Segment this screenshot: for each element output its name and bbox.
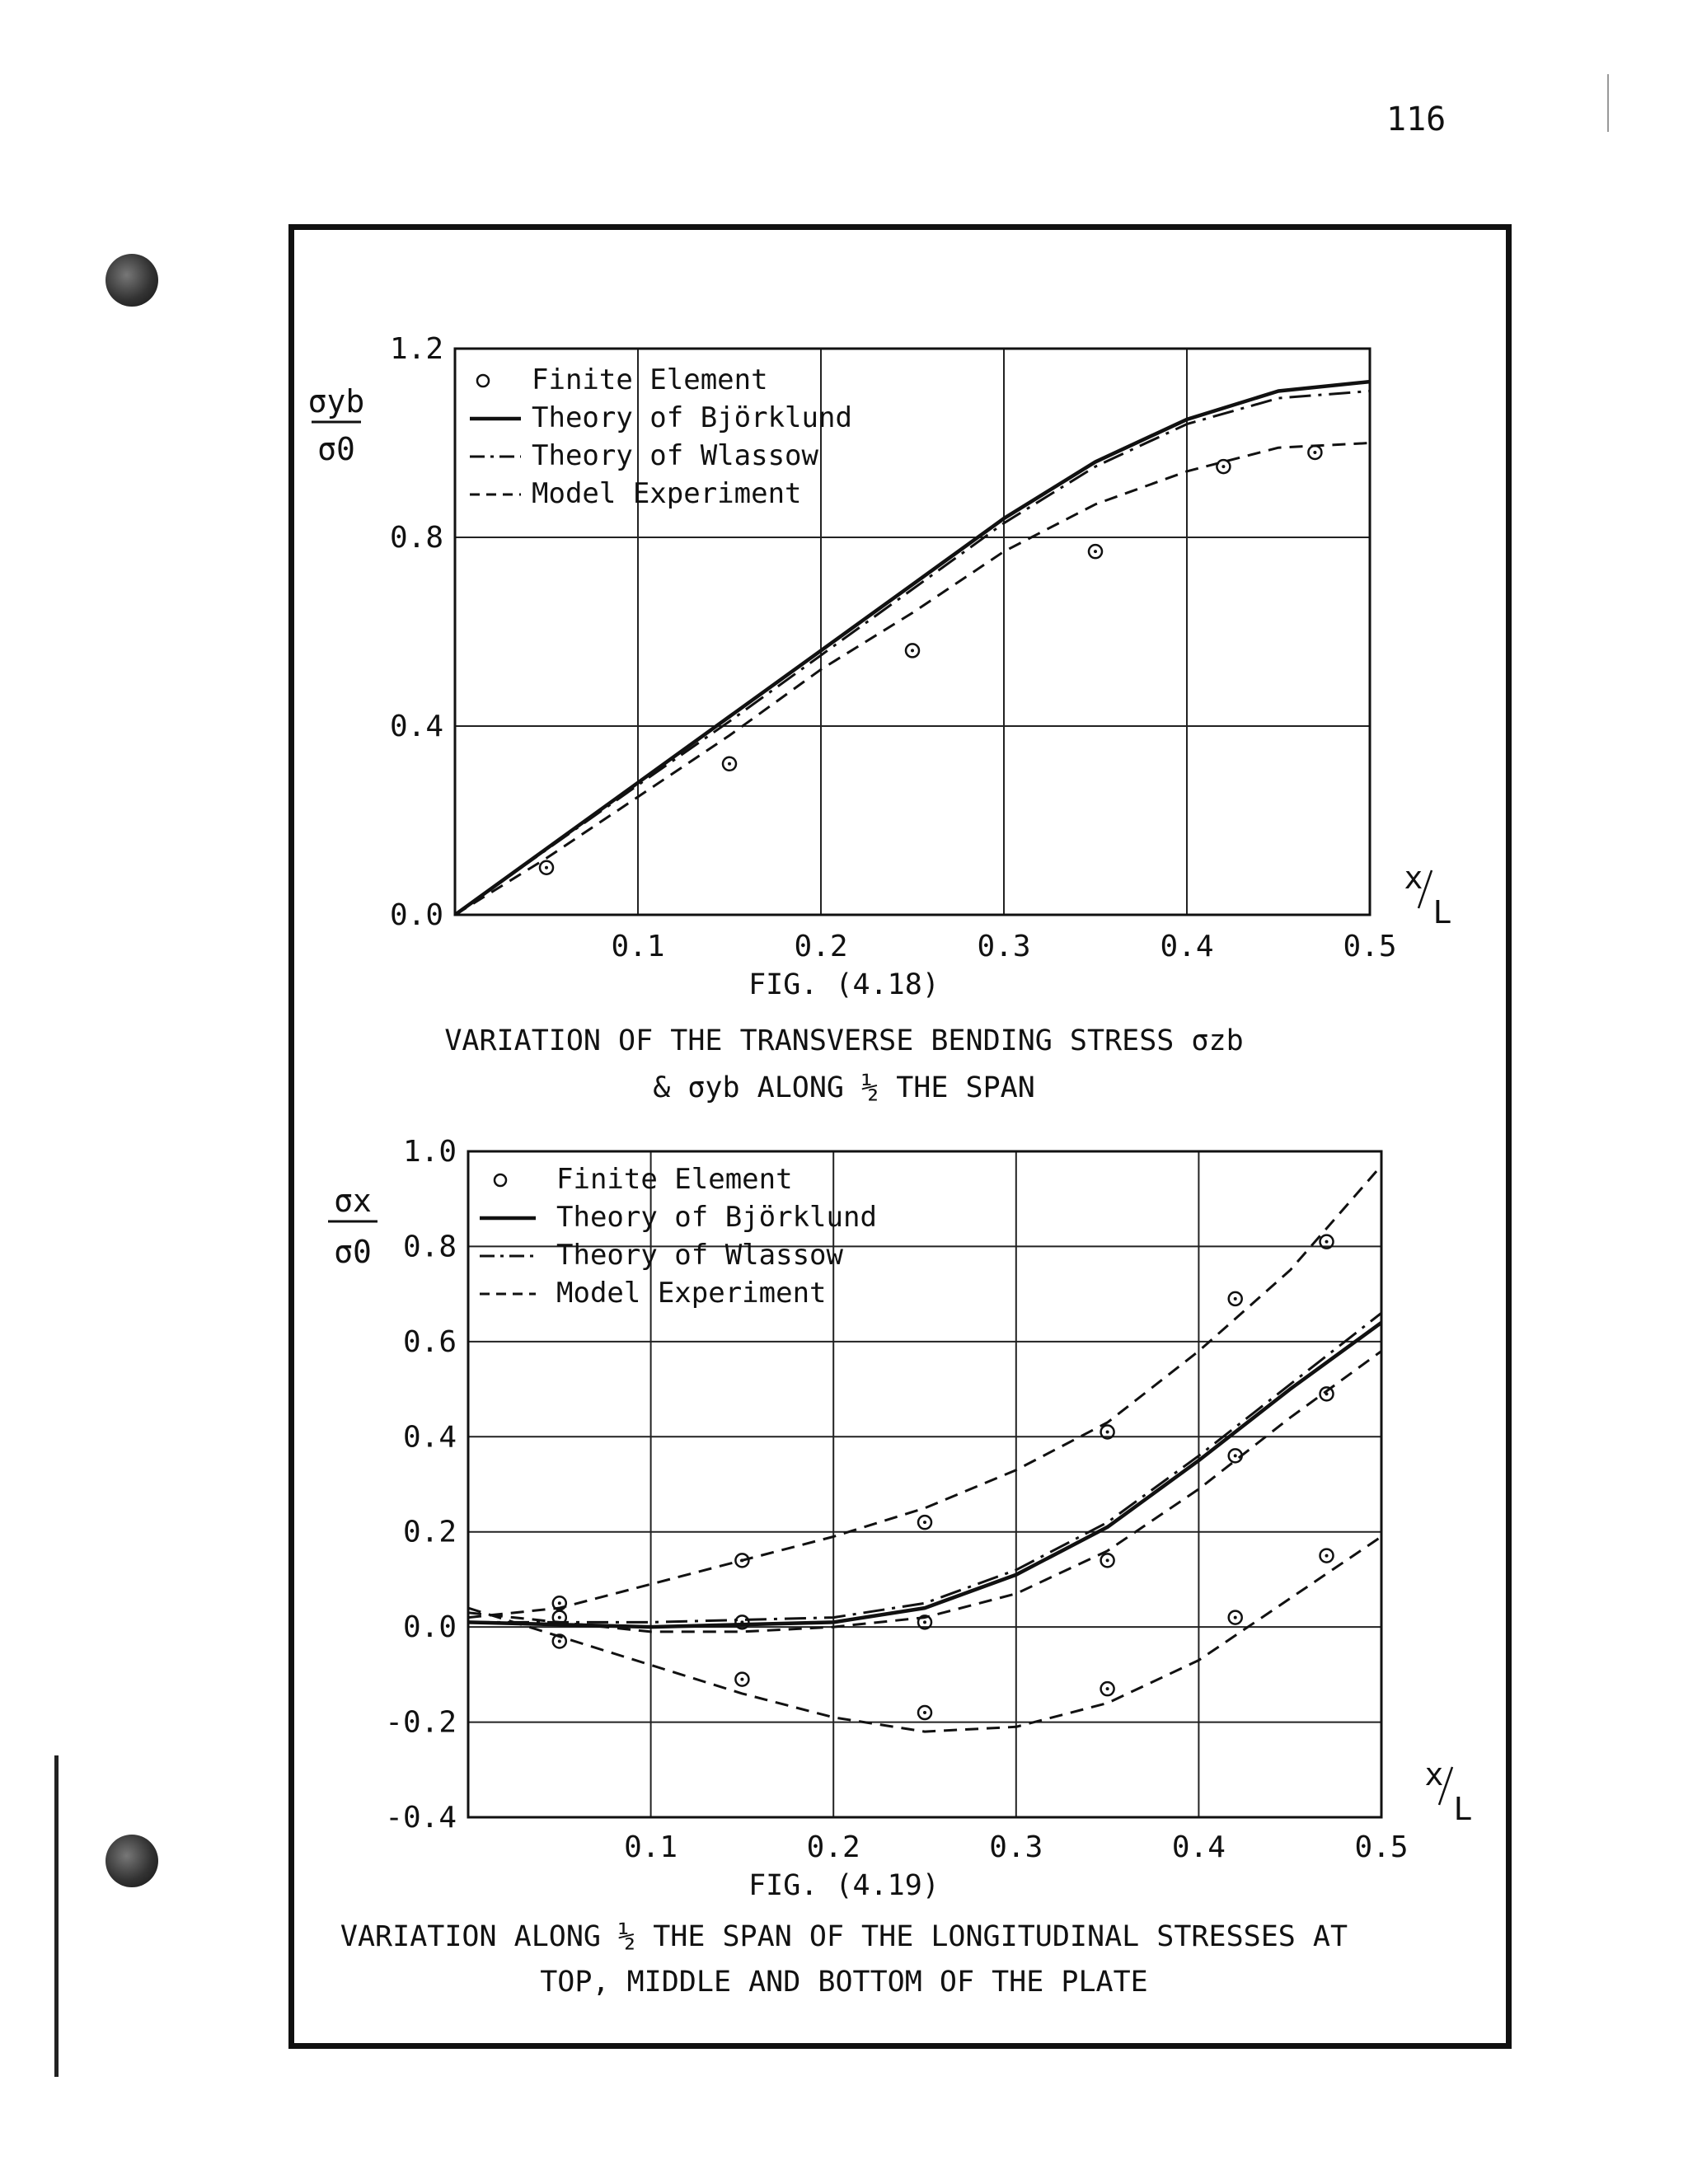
y-tick-label: 0.0 bbox=[402, 1610, 457, 1645]
theory-of-wlassow-line bbox=[468, 1313, 1381, 1622]
y-tick-label: 1.2 bbox=[389, 332, 443, 366]
x-tick-label: 0.3 bbox=[989, 1830, 1043, 1864]
y-tick-label: 0.2 bbox=[402, 1515, 457, 1549]
y-tick-label: 0.8 bbox=[402, 1230, 457, 1264]
y-axis-label-denominator: σ0 bbox=[317, 431, 355, 467]
y-tick-label: 0.8 bbox=[389, 521, 443, 555]
x-tick-label: 0.2 bbox=[794, 930, 848, 963]
finite-element-point-center bbox=[1094, 550, 1097, 553]
x-tick-label: 0.1 bbox=[611, 930, 665, 963]
finite-element-point-center bbox=[728, 762, 731, 766]
model-experiment-bottom-line bbox=[468, 1537, 1381, 1732]
finite-element-point-center bbox=[923, 1620, 926, 1624]
x-axis-label-numerator: x bbox=[1424, 1756, 1444, 1793]
finite-element-point-center bbox=[1325, 1240, 1329, 1244]
legend-label: Theory of Wlassow bbox=[532, 439, 818, 472]
model-experiment-middle-line bbox=[468, 1351, 1381, 1632]
finite-element-point-center bbox=[740, 1678, 743, 1681]
finite-element-point-center bbox=[558, 1616, 561, 1619]
chart-1 bbox=[308, 332, 1452, 963]
y-tick-label: 0.4 bbox=[402, 1420, 457, 1455]
finite-element-point-center bbox=[545, 866, 548, 869]
fig2-caption-line-1: VARIATION ALONG ½ THE SPAN OF THE LONGITUDINAL STRESSES AT bbox=[340, 1920, 1348, 1953]
x-tick-label: 0.4 bbox=[1160, 930, 1214, 963]
fig2-label: FIG. (4.19) bbox=[748, 1869, 940, 1902]
legend-label: Finite Element bbox=[532, 363, 768, 396]
finite-element-point-center bbox=[911, 649, 914, 652]
finite-element-point-center bbox=[1234, 1616, 1237, 1619]
x-tick-label: 0.4 bbox=[1171, 1830, 1226, 1864]
finite-element-point-center bbox=[1325, 1554, 1329, 1558]
x-axis-label-denominator: L bbox=[1453, 1791, 1473, 1827]
finite-element-point-center bbox=[923, 1521, 926, 1524]
y-axis-label-numerator: σx bbox=[334, 1183, 372, 1219]
legend-label: Model Experiment bbox=[556, 1277, 827, 1310]
y-tick-label: -0.4 bbox=[385, 1801, 457, 1835]
x-axis-label-denominator: L bbox=[1432, 894, 1452, 930]
finite-element-point-center bbox=[923, 1711, 926, 1714]
x-tick-label: 0.2 bbox=[806, 1830, 860, 1864]
y-tick-label: 0.4 bbox=[389, 710, 443, 743]
legend-label: Model Experiment bbox=[532, 477, 802, 510]
legend-label: Theory of Björklund bbox=[556, 1201, 877, 1234]
y-tick-label: -0.2 bbox=[385, 1705, 457, 1740]
x-tick-label: 0.3 bbox=[977, 930, 1031, 963]
y-axis-label-denominator: σ0 bbox=[334, 1234, 372, 1270]
y-axis-label-numerator: σyb bbox=[307, 383, 365, 419]
finite-element-point-center bbox=[1221, 465, 1225, 468]
y-tick-label: 1.0 bbox=[402, 1135, 457, 1169]
finite-element-point-center bbox=[558, 1601, 561, 1605]
legend-label: Finite Element bbox=[556, 1163, 793, 1196]
y-tick-label: 0.0 bbox=[389, 898, 443, 932]
y-tick-label: 0.6 bbox=[402, 1324, 457, 1359]
fig1-caption-line-1: VARIATION OF THE TRANSVERSE BENDING STRESS σzb bbox=[444, 1024, 1244, 1057]
legend-marker-circle bbox=[477, 375, 489, 387]
finite-element-point-center bbox=[1106, 1558, 1109, 1562]
finite-element-point-center bbox=[1106, 1687, 1109, 1690]
finite-element-point-center bbox=[1313, 451, 1316, 454]
fig1-caption-line-2: & σyb ALONG ½ THE SPAN bbox=[653, 1071, 1035, 1104]
x-tick-label: 0.5 bbox=[1354, 1830, 1409, 1864]
fig1-label: FIG. (4.18) bbox=[748, 968, 940, 1001]
legend-marker-circle bbox=[495, 1174, 506, 1186]
fig2-caption-line-2: TOP, MIDDLE AND BOTTOM OF THE PLATE bbox=[540, 1966, 1148, 1999]
finite-element-point-center bbox=[1234, 1454, 1237, 1457]
theory-of-bj-rklund-line bbox=[468, 1323, 1381, 1627]
legend-label: Theory of Björklund bbox=[532, 401, 852, 434]
chart-2 bbox=[328, 1135, 1472, 1864]
finite-element-point-center bbox=[558, 1639, 561, 1643]
x-tick-label: 0.1 bbox=[624, 1830, 678, 1864]
finite-element-point-center bbox=[1106, 1431, 1109, 1434]
x-axis-label-numerator: x bbox=[1404, 860, 1423, 896]
page-number: 116 bbox=[1386, 101, 1447, 138]
finite-element-point-center bbox=[1234, 1297, 1237, 1301]
x-tick-label: 0.5 bbox=[1343, 930, 1397, 963]
legend-label: Theory of Wlassow bbox=[556, 1239, 843, 1272]
model-experiment-line bbox=[455, 443, 1370, 916]
